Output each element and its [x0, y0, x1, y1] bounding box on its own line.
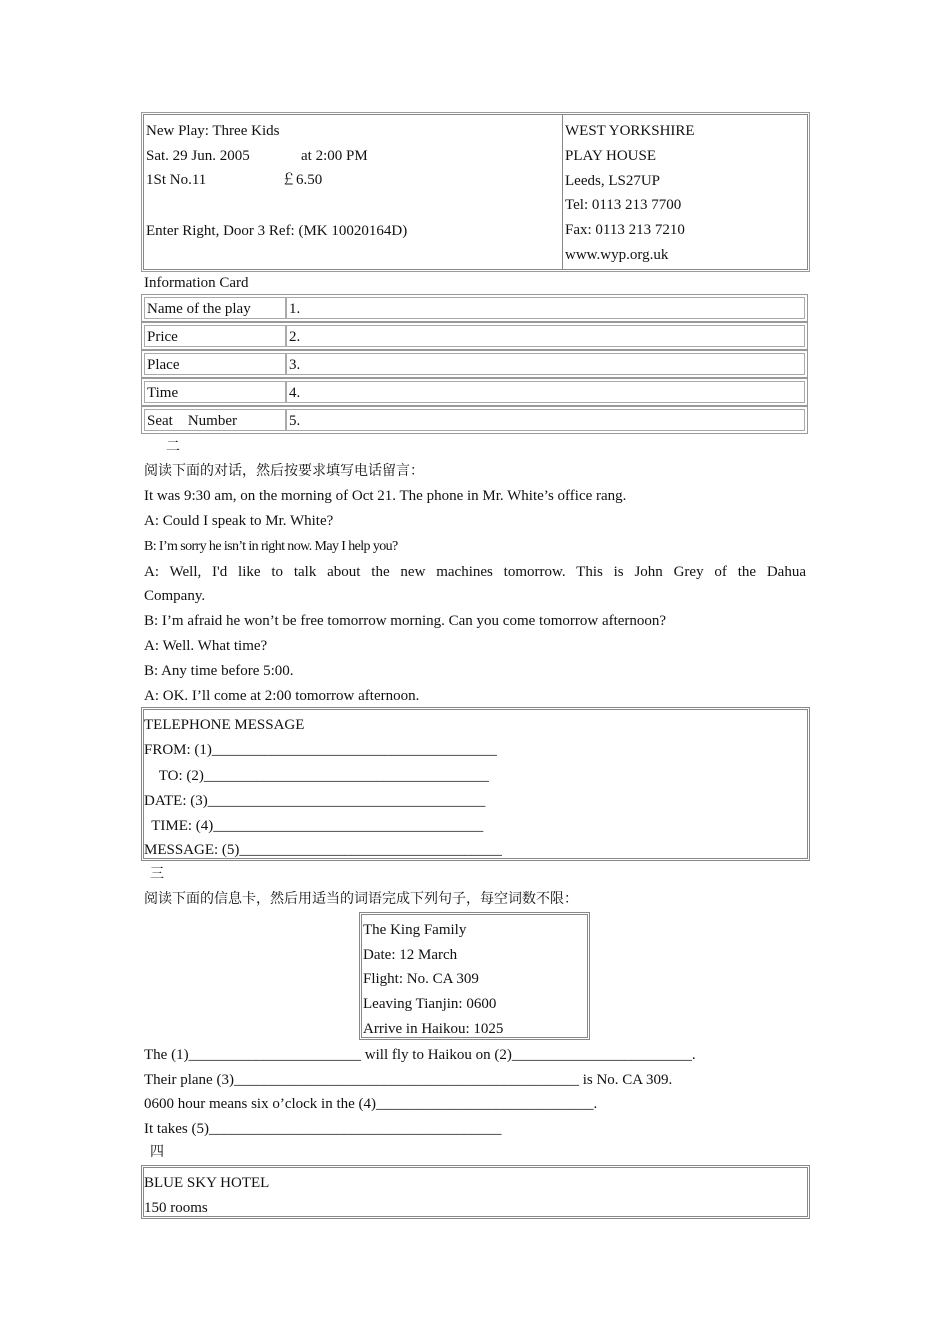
section-number: 二: [166, 439, 180, 455]
info-value: 4.: [286, 381, 805, 403]
fill-sentence[interactable]: 0600 hour means six o’clock in the (4)_____________________________.: [144, 1096, 598, 1112]
info-label: Name of the play: [144, 297, 286, 319]
theatre-line: WEST YORKSHIRE: [565, 123, 695, 139]
fill-sentence[interactable]: The (1)_______________________ will fly to Haikou on (2)________________________.: [144, 1047, 696, 1063]
dialogue-line: A: OK. I’ll come at 2:00 tomorrow afternoon.: [144, 688, 420, 704]
info-value: 3.: [286, 353, 805, 375]
ticket-play: New Play: Three Kids: [146, 123, 280, 139]
dialogue-line: B: I’m afraid he won’t be free tomorrow morning. Can you come tomorrow afternoon?: [144, 613, 667, 629]
info-value: 5.: [286, 409, 805, 431]
info-row: [141, 294, 808, 322]
dialogue-line: Company.: [144, 588, 206, 604]
message-field-time[interactable]: TIME: (4)____________________________________: [144, 818, 484, 834]
theatre-details: [562, 114, 808, 270]
info-row: [141, 350, 808, 378]
section-number: 四: [150, 1144, 164, 1160]
theatre-line: PLAY HOUSE: [565, 148, 656, 164]
message-field-message[interactable]: MESSAGE: (5)___________________________________: [144, 842, 502, 858]
ticket-date: Sat. 29 Jun. 2005: [146, 148, 250, 164]
hotel-rooms: 150 rooms: [144, 1200, 208, 1216]
theatre-line: www.wyp.org.uk: [565, 247, 669, 263]
info-row: [141, 378, 808, 406]
fill-sentence[interactable]: Their plane (3)______________________________________________ is No. CA 309.: [144, 1072, 673, 1088]
ticket-time: at 2:00 PM: [301, 148, 368, 164]
info-value: 1.: [286, 297, 805, 319]
hotel-box: [141, 1165, 810, 1219]
telephone-message-box: [141, 707, 810, 861]
info-row: [141, 406, 808, 434]
message-field-date[interactable]: DATE: (3)_____________________________________: [144, 793, 486, 809]
flight-info-card: [359, 912, 590, 1040]
section-instruction: 阅读下面的信息卡，然后用适当的词语完成下列句子，每空词数不限：: [144, 891, 578, 907]
info-card-title: Information Card: [144, 275, 249, 291]
info-value: 2.: [286, 325, 805, 347]
dialogue-line: B: I’m sorry he isn’t in right now. May I help you?: [144, 539, 398, 554]
ticket-entry: Enter Right, Door 3 Ref: (MK 10020164D): [146, 223, 408, 239]
dialogue-line: A: Could I speak to Mr. White?: [144, 513, 334, 529]
theatre-line: Leeds, LS27UP: [565, 173, 660, 189]
dialogue-line: A: Well. What time?: [144, 638, 268, 654]
hotel-name: BLUE SKY HOTEL: [144, 1175, 270, 1191]
flight-card-line: Date: 12 March: [363, 947, 458, 963]
message-field-to[interactable]: TO: (2)______________________________________: [144, 768, 489, 784]
info-label: Place: [144, 353, 286, 375]
dialogue-intro: It was 9:30 am, on the morning of Oct 21. The phone in Mr. White’s office rang.: [144, 488, 627, 504]
flight-card-line: The King Family: [363, 922, 467, 938]
ticket-price: ￡6.50: [281, 172, 323, 188]
section-number: 三: [150, 866, 164, 882]
theatre-line: Fax: 0113 213 7210: [565, 222, 685, 238]
message-field-from[interactable]: FROM: (1)______________________________________: [144, 742, 497, 758]
ticket-details: [143, 114, 563, 270]
section-instruction: 阅读下面的对话，然后按要求填写电话留言：: [144, 463, 424, 479]
flight-card-line: Leaving Tianjin: 0600: [363, 996, 497, 1012]
info-label: Time: [144, 381, 286, 403]
info-label: Seat Number: [144, 409, 286, 431]
dialogue-line: A: Well, I'd like to talk about the new machines tomorrow. This is John Grey of the Dahua: [144, 564, 806, 580]
info-label: Price: [144, 325, 286, 347]
flight-card-line: Arrive in Haikou: 1025: [363, 1021, 504, 1037]
theatre-line: Tel: 0113 213 7700: [565, 197, 682, 213]
dialogue-line: B: Any time before 5:00.: [144, 663, 294, 679]
info-row: [141, 322, 808, 350]
fill-sentence[interactable]: It takes (5)_______________________________________: [144, 1121, 502, 1137]
telephone-message-title: TELEPHONE MESSAGE: [144, 717, 305, 733]
flight-card-line: Flight: No. CA 309: [363, 971, 479, 987]
ticket-seat: 1St No.11: [146, 172, 207, 188]
